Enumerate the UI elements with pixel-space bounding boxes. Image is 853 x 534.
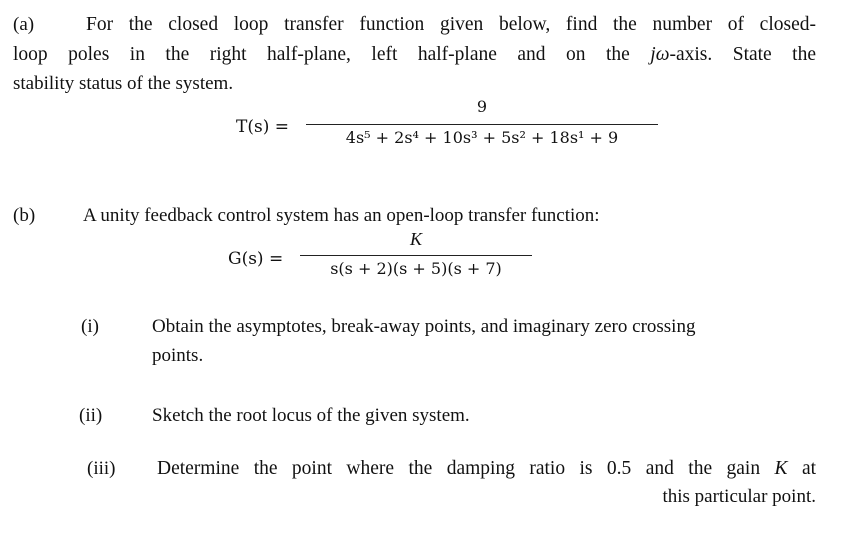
item-ii-line-1: Sketch the root locus of the given system. [152, 405, 470, 426]
tf-g-lhs: G(s) = [228, 249, 284, 269]
item-ii-label: (ii) [79, 405, 103, 426]
part-b-label: (b) [13, 205, 36, 226]
tf-g-numerator: K [409, 229, 422, 249]
jw-symbol: jω [650, 44, 670, 65]
tf-g-fraction-bar [300, 255, 532, 256]
tf-t-fraction-bar [306, 124, 658, 125]
part-a-line-2b: -axis. State the [669, 44, 817, 65]
gain-k-symbol: K [774, 458, 788, 479]
part-a-label: (a) [13, 14, 35, 35]
item-iii-line-1b: at [801, 458, 817, 479]
item-i-line-1: Obtain the asymptotes, break-away points, and imaginary zero crossing [152, 316, 696, 337]
part-a-line-2 [13, 44, 816, 66]
item-iii-label: (iii) [87, 458, 116, 479]
tf-t-lhs: T(s) = [236, 117, 289, 137]
tf-t-denominator: 4s⁵ + 2s⁴ + 10s³ + 5s² + 18s¹ + 9 [345, 128, 619, 147]
part-a-line-3: stability status of the system. [13, 73, 234, 94]
tf-g-denominator: s(s + 2)(s + 5)(s + 7) [330, 259, 502, 278]
item-i-line-2: points. [152, 345, 204, 366]
tf-t-numerator: 9 [476, 97, 488, 116]
item-iii-line-1 [157, 458, 816, 480]
part-a-line-2a: loop poles in the right half-plane, left half-plane and on the [13, 44, 630, 65]
item-i-label: (i) [81, 316, 99, 337]
part-b-intro: A unity feedback control system has an open-loop transfer function: [83, 205, 600, 226]
item-iii-line-1a: Determine the point where the damping ratio is 0.5 and the gain [157, 458, 761, 479]
item-iii-line-2: this particular point. [662, 486, 816, 507]
part-a-line-1: For the closed loop transfer function given below, find the number of closed- [86, 14, 816, 35]
